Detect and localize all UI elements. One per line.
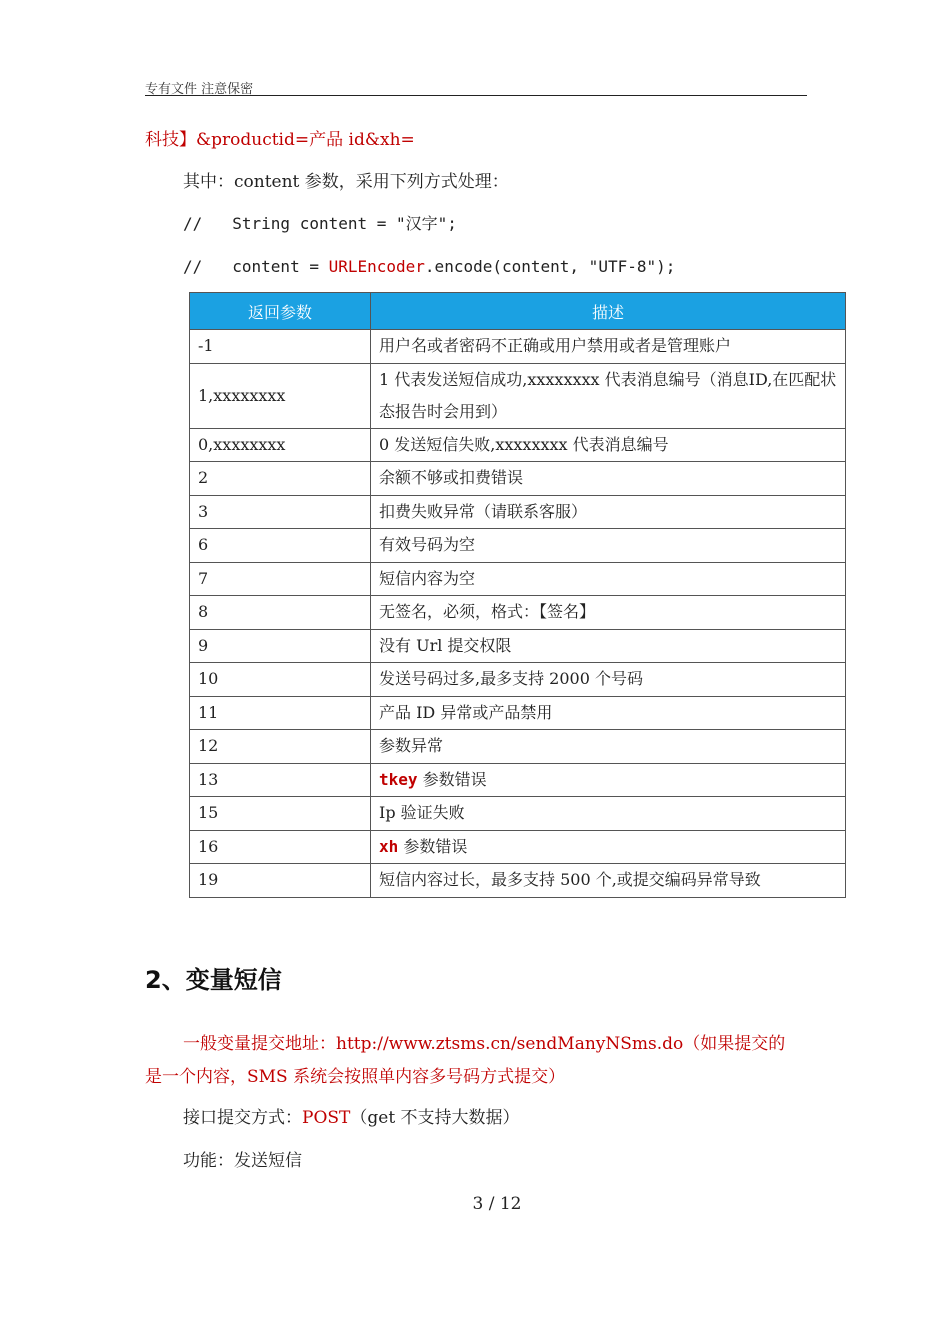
row-desc: 用户名或者密码不正确或用户禁用或者是管理账户 xyxy=(371,330,846,364)
table-row xyxy=(190,763,846,797)
row-desc: 产品 ID 异常或产品禁用 xyxy=(371,696,846,730)
table-row xyxy=(190,663,846,697)
table-header-desc: 描述 xyxy=(371,293,846,330)
row-desc: 有效号码为空 xyxy=(371,529,846,563)
submit-method-note: （get 不支持大数据） xyxy=(350,1108,520,1128)
row-code: 6 xyxy=(190,529,371,563)
row-code: -1 xyxy=(190,330,371,364)
table-row xyxy=(190,529,846,563)
row-desc xyxy=(371,763,846,797)
row-code: 16 xyxy=(190,830,371,864)
table-row xyxy=(190,495,846,529)
row-code: 9 xyxy=(190,629,371,663)
table-row xyxy=(190,696,846,730)
row-desc-keyword: xh xyxy=(379,836,399,856)
table-row xyxy=(190,797,846,831)
table-header-row xyxy=(190,293,846,330)
function-description: 功能：发送短信 xyxy=(183,1151,302,1171)
code-string-content: String content = "汉字"; xyxy=(232,214,457,233)
row-desc: 0 发送短信失败,xxxxxxxx 代表消息编号 xyxy=(371,428,846,462)
row-desc: 1 代表发送短信成功,xxxxxxxx 代表消息编号（消息ID,在匹配状态报告时会用到） xyxy=(371,363,846,428)
intro-content-note: 其中：content 参数，采用下列方式处理： xyxy=(183,172,509,192)
submit-method-post: POST xyxy=(302,1108,351,1128)
row-code: 0,xxxxxxxx xyxy=(190,428,371,462)
row-desc: 发送号码过多,最多支持 2000 个号码 xyxy=(371,663,846,697)
row-code: 12 xyxy=(190,730,371,764)
page-number: 3 / 12 xyxy=(472,1194,522,1214)
code-content-assign: content = xyxy=(232,257,329,276)
variable-sms-url: 一般变量提交地址：http://www.ztsms.cn/sendManyNSms.do（如果提交的 xyxy=(183,1034,786,1054)
row-desc: Ip 验证失败 xyxy=(371,797,846,831)
code-comment-prefix: // xyxy=(183,214,203,233)
row-desc: 短信内容为空 xyxy=(371,562,846,596)
row-code: 13 xyxy=(190,763,371,797)
row-code: 19 xyxy=(190,864,371,898)
row-code: 2 xyxy=(190,462,371,496)
code-line-1 xyxy=(183,212,457,236)
header-text: 专有文件 注意保密 xyxy=(145,82,254,97)
row-desc: 扣费失败异常（请联系客服） xyxy=(371,495,846,529)
table-row xyxy=(190,330,846,364)
row-desc: 无签名，必须，格式：【签名】 xyxy=(371,596,846,630)
row-code: 3 xyxy=(190,495,371,529)
table-row xyxy=(190,629,846,663)
table-header-code: 返回参数 xyxy=(190,293,371,330)
table-row xyxy=(190,830,846,864)
row-desc-text: 参数错误 xyxy=(417,769,487,789)
section-title: 2、变量短信 xyxy=(145,966,282,994)
table-row xyxy=(190,730,846,764)
code-encode-call: .encode(content, "UTF-8"); xyxy=(424,257,676,276)
row-code: 15 xyxy=(190,797,371,831)
table-row xyxy=(190,596,846,630)
row-code: 1,xxxxxxxx xyxy=(190,363,371,428)
return-code-table xyxy=(189,292,846,898)
row-code: 10 xyxy=(190,663,371,697)
submit-method-label: 接口提交方式： xyxy=(183,1108,302,1128)
table-row xyxy=(190,363,846,428)
row-desc-text: 参数错误 xyxy=(398,836,468,856)
row-desc: 短信内容过长，最多支持 500 个,或提交编码异常导致 xyxy=(371,864,846,898)
table-row xyxy=(190,462,846,496)
row-code: 8 xyxy=(190,596,371,630)
row-desc-keyword: tkey xyxy=(379,769,418,789)
row-desc: 没有 Url 提交权限 xyxy=(371,629,846,663)
code-line-2 xyxy=(183,255,675,279)
code-urlencoder: URLEncoder xyxy=(328,257,425,276)
table-row xyxy=(190,428,846,462)
row-desc: 余额不够或扣费错误 xyxy=(371,462,846,496)
variable-sms-url-note: 是一个内容，SMS 系统会按照单内容多号码方式提交） xyxy=(145,1067,566,1087)
table-row xyxy=(190,864,846,898)
row-desc xyxy=(371,830,846,864)
header-rule xyxy=(145,95,807,96)
submit-method xyxy=(183,1106,520,1130)
row-code: 7 xyxy=(190,562,371,596)
row-code: 11 xyxy=(190,696,371,730)
row-desc: 参数异常 xyxy=(371,730,846,764)
code-comment-prefix-2: // xyxy=(183,257,203,276)
table-row xyxy=(190,562,846,596)
intro-url-tail: 科技】&productid=产品 id&xh= xyxy=(145,130,415,150)
